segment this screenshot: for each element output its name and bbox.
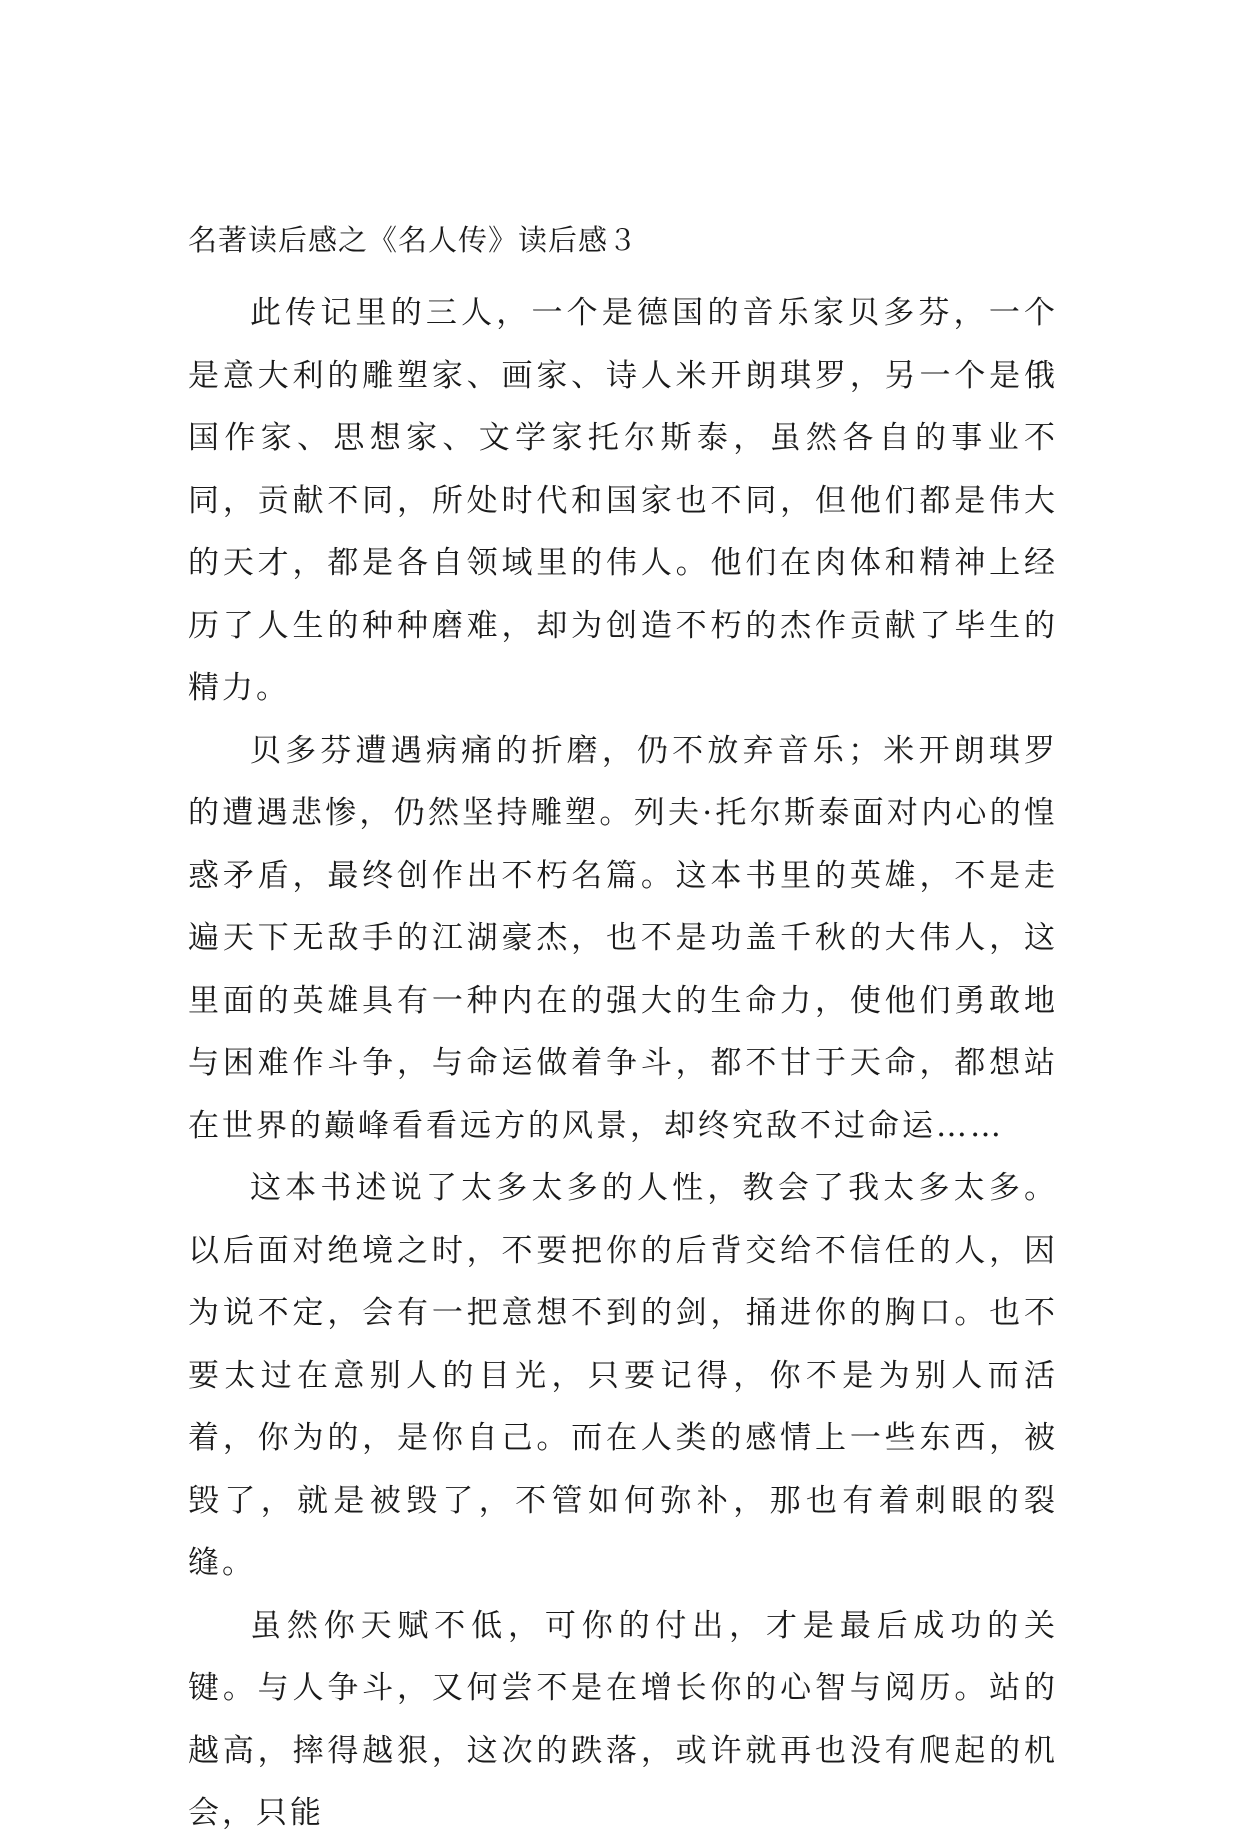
paragraph-3: 这本书述说了太多太多的人性，教会了我太多太多。以后面对绝境之时，不要把你的后背交给不信任的人，因为说不定，会有一把意想不到的剑，捅进你的胸口。也不要太过在意别人的目光，只要记得，你不是为别人而活着，你为的，是你自己。而在人类的感情上一些东西，被毁了，就是被毁了，不管如何弥补，那也有着刺眼的裂缝。 [188,1170,1058,1581]
document-title: 名著读后感之《名人传》读后感３ [188,223,639,257]
paragraph-2: 贝多芬遭遇病痛的折磨，仍不放弃音乐；米开朗琪罗的遭遇悲惨，仍然坚持雕塑。列夫·托尔斯泰面对内心的惶惑矛盾，最终创作出不朽名篇。这本书里的英雄，不是走遍天下无敌手的江湖豪杰，也不是功盖千秋的大伟人，这里面的英雄具有一种内在的强大的生命力，使他们勇敢地与困难作斗争，与命运做着争斗，都不甘于天命，都想站在世界的巅峰看看远方的风景，却终究敌不过命运…… [188,732,1058,1144]
document-body [188,220,1058,1845]
paragraph-4: 虽然你天赋不低，可你的付出，才是最后成功的关键。与人争斗，又何尝不是在增长你的心智与阅历。站的越高，摔得越狠，这次的跌落，或许就再也没有爬起的机会，只能 [188,1607,1058,1831]
paragraph-1: 此传记里的三人，一个是德国的音乐家贝多芬，一个是意大利的雕塑家、画家、诗人米开朗琪罗，另一个是俄国作家、思想家、文学家托尔斯泰，虽然各自的事业不同，贡献不同，所处时代和国家也不同，但他们都是伟大的天才，都是各自领域里的伟人。他们在肉体和精神上经历了人生的种种磨难，却为创造不朽的杰作贡献了毕生的精力。 [188,295,1058,706]
